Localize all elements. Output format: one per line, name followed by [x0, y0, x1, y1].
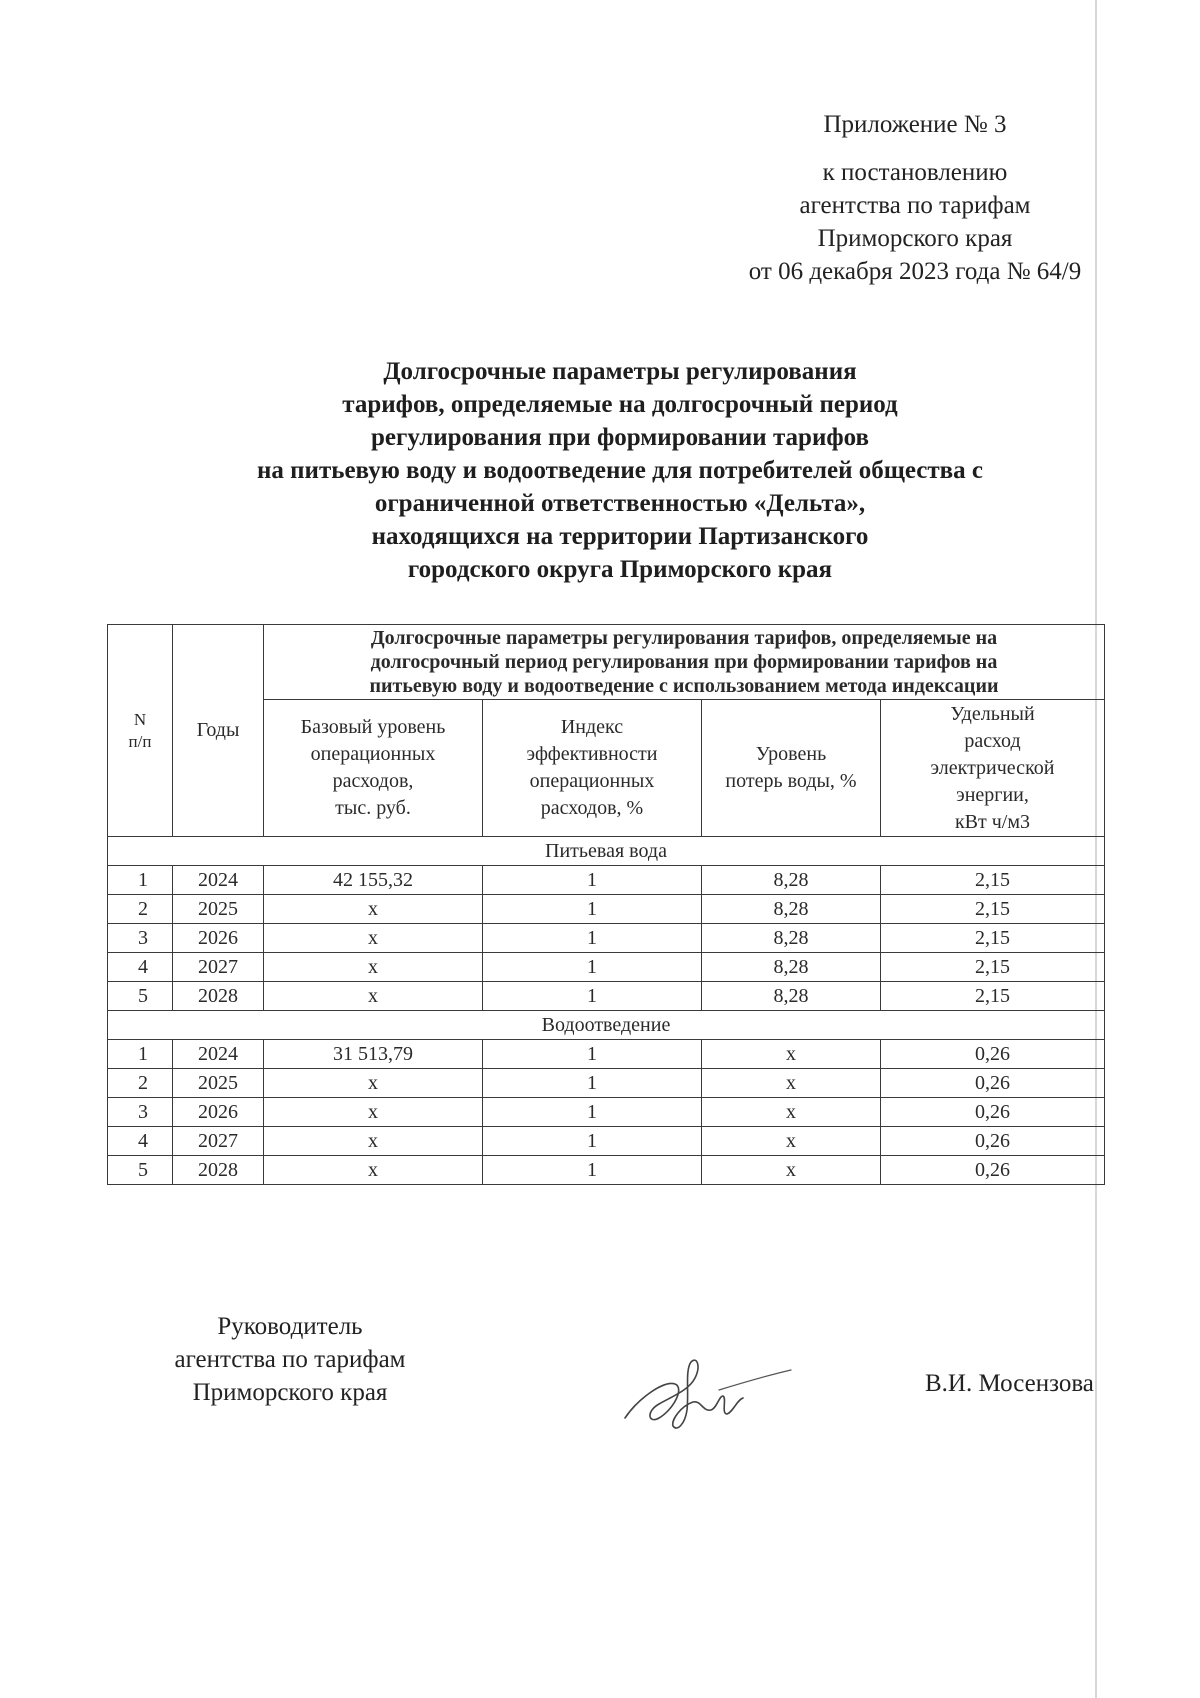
cell-efficiency-index: 1	[483, 1069, 702, 1098]
cell-number: 4	[108, 1127, 173, 1156]
header-line: электрической	[930, 756, 1055, 779]
table-row	[108, 895, 1105, 924]
table-row	[108, 953, 1105, 982]
cell-water-loss: 8,28	[702, 953, 881, 982]
title-line: находящихся на территории Партизанского	[371, 523, 869, 550]
signer-name: В.И. Мосензова	[925, 1370, 1094, 1397]
cell-number: 4	[108, 953, 173, 982]
cell-water-loss: х	[702, 1040, 881, 1069]
cell-year: 2028	[173, 982, 264, 1011]
signer-position-line: Руководитель	[217, 1313, 363, 1340]
appendix-line: к постановлению	[822, 159, 1008, 186]
handwritten-signature	[615, 1340, 795, 1450]
table-row	[108, 866, 1105, 895]
header-line: тыс. руб.	[335, 797, 411, 819]
appendix-line: Приморского края	[817, 225, 1013, 252]
cell-efficiency-index: 1	[483, 1156, 702, 1185]
cell-energy: 2,15	[881, 982, 1105, 1011]
cell-efficiency-index: 1	[483, 953, 702, 982]
header-line: Долгосрочные параметры регулирования тарифов, определяемые на	[370, 627, 998, 649]
cell-efficiency-index: 1	[483, 1040, 702, 1069]
group-header	[264, 625, 1105, 700]
cell-base-opex: 31 513,79	[264, 1040, 483, 1069]
table-row	[108, 1127, 1105, 1156]
header-line: долгосрочный период регулирования при формировании тарифов на	[370, 651, 998, 673]
cell-energy: 0,26	[881, 1127, 1105, 1156]
cell-base-opex: х	[264, 1127, 483, 1156]
table-row	[108, 1156, 1105, 1185]
cell-year: 2027	[173, 1127, 264, 1156]
title-line: ограниченной ответственностью «Дельта»,	[374, 490, 866, 517]
cell-number: 2	[108, 1069, 173, 1098]
cell-year: 2024	[173, 866, 264, 895]
header-line: операционных	[529, 770, 655, 792]
cell-year: 2028	[173, 1156, 264, 1185]
header-line: расходов,	[332, 770, 414, 792]
cell-year: 2025	[173, 1069, 264, 1098]
column-header-number	[108, 625, 173, 837]
title-line: тарифов, определяемые на долгосрочный период	[342, 391, 898, 418]
header-line: Базовый уровень	[300, 716, 446, 738]
cell-base-opex: х	[264, 1156, 483, 1185]
header-line: потерь воды, %	[725, 770, 857, 792]
cell-number: 5	[108, 1156, 173, 1185]
cell-number: 2	[108, 895, 173, 924]
cell-base-opex: х	[264, 1098, 483, 1127]
cell-number: 1	[108, 866, 173, 895]
cell-number: 3	[108, 924, 173, 953]
cell-year: 2026	[173, 924, 264, 953]
cell-water-loss: х	[702, 1069, 881, 1098]
section-row-wastewater	[108, 1011, 1105, 1040]
cell-energy: 2,15	[881, 866, 1105, 895]
cell-energy: 0,26	[881, 1098, 1105, 1127]
cell-year: 2025	[173, 895, 264, 924]
header-line: Уровень	[755, 743, 827, 765]
column-header-energy-consumption	[881, 700, 1105, 837]
cell-efficiency-index: 1	[483, 866, 702, 895]
header-line: операционных	[310, 743, 436, 765]
cell-energy: 0,26	[881, 1040, 1105, 1069]
signer-position-line: агентства по тарифам	[174, 1346, 406, 1373]
cell-base-opex: х	[264, 1069, 483, 1098]
header-line: эффективности	[526, 743, 658, 765]
cell-base-opex: х	[264, 895, 483, 924]
cell-number: 3	[108, 1098, 173, 1127]
section-title: Водоотведение	[108, 1011, 1105, 1040]
cell-water-loss: 8,28	[702, 924, 881, 953]
cell-efficiency-index: 1	[483, 1098, 702, 1127]
title-line: Долгосрочные параметры регулирования	[383, 358, 857, 385]
header-line: расход	[964, 729, 1021, 752]
cell-water-loss: х	[702, 1127, 881, 1156]
signer-position-line: Приморского края	[192, 1379, 388, 1406]
header-line: питьевую воду и водоотведение с использованием метода индексации	[369, 675, 999, 697]
cell-energy: 0,26	[881, 1069, 1105, 1098]
title-line: на питьевую воду и водоотведение для потребителей общества с	[257, 457, 983, 484]
column-header-efficiency-index	[483, 700, 702, 837]
cell-water-loss: 8,28	[702, 866, 881, 895]
cell-number: 5	[108, 982, 173, 1011]
cell-year: 2027	[173, 953, 264, 982]
column-header-base-opex	[264, 700, 483, 837]
table-row	[108, 982, 1105, 1011]
section-title: Питьевая вода	[108, 837, 1105, 866]
cell-water-loss: 8,28	[702, 895, 881, 924]
column-header-year: Годы	[173, 625, 264, 837]
section-row-drinking-water	[108, 837, 1105, 866]
document-title	[140, 355, 1100, 586]
header-line: N	[133, 709, 147, 729]
cell-efficiency-index: 1	[483, 895, 702, 924]
appendix-line: от 06 декабря 2023 года № 64/9	[748, 258, 1082, 285]
cell-water-loss: х	[702, 1156, 881, 1185]
signer-position	[140, 1310, 440, 1409]
table-row	[108, 1098, 1105, 1127]
appendix-line: агентства по тарифам	[799, 192, 1031, 219]
appendix-reference	[700, 156, 1130, 288]
header-line: кВт ч/м3	[954, 810, 1031, 833]
header-line: энергии,	[956, 783, 1029, 806]
appendix-title: Приложение № 3	[823, 111, 1007, 138]
cell-efficiency-index: 1	[483, 982, 702, 1011]
header-line: расходов, %	[540, 797, 644, 819]
cell-energy: 2,15	[881, 895, 1105, 924]
header-line: п/п	[128, 731, 152, 751]
header-line: Индекс	[560, 716, 624, 738]
cell-base-opex: х	[264, 924, 483, 953]
table-row	[108, 924, 1105, 953]
table-row	[108, 1069, 1105, 1098]
cell-efficiency-index: 1	[483, 1127, 702, 1156]
title-line: городского округа Приморского края	[407, 556, 833, 583]
cell-base-opex: 42 155,32	[264, 866, 483, 895]
cell-energy: 2,15	[881, 924, 1105, 953]
header-line: Удельный	[950, 702, 1035, 725]
cell-year: 2026	[173, 1098, 264, 1127]
column-header-water-loss	[702, 700, 881, 837]
table-row	[108, 1040, 1105, 1069]
cell-year: 2024	[173, 1040, 264, 1069]
cell-energy: 0,26	[881, 1156, 1105, 1185]
cell-energy: 2,15	[881, 953, 1105, 982]
cell-base-opex: х	[264, 982, 483, 1011]
cell-efficiency-index: 1	[483, 924, 702, 953]
cell-water-loss: х	[702, 1098, 881, 1127]
cell-base-opex: х	[264, 953, 483, 982]
title-line: регулирования при формировании тарифов	[370, 424, 870, 451]
cell-water-loss: 8,28	[702, 982, 881, 1011]
cell-number: 1	[108, 1040, 173, 1069]
parameters-table	[107, 624, 1105, 1185]
